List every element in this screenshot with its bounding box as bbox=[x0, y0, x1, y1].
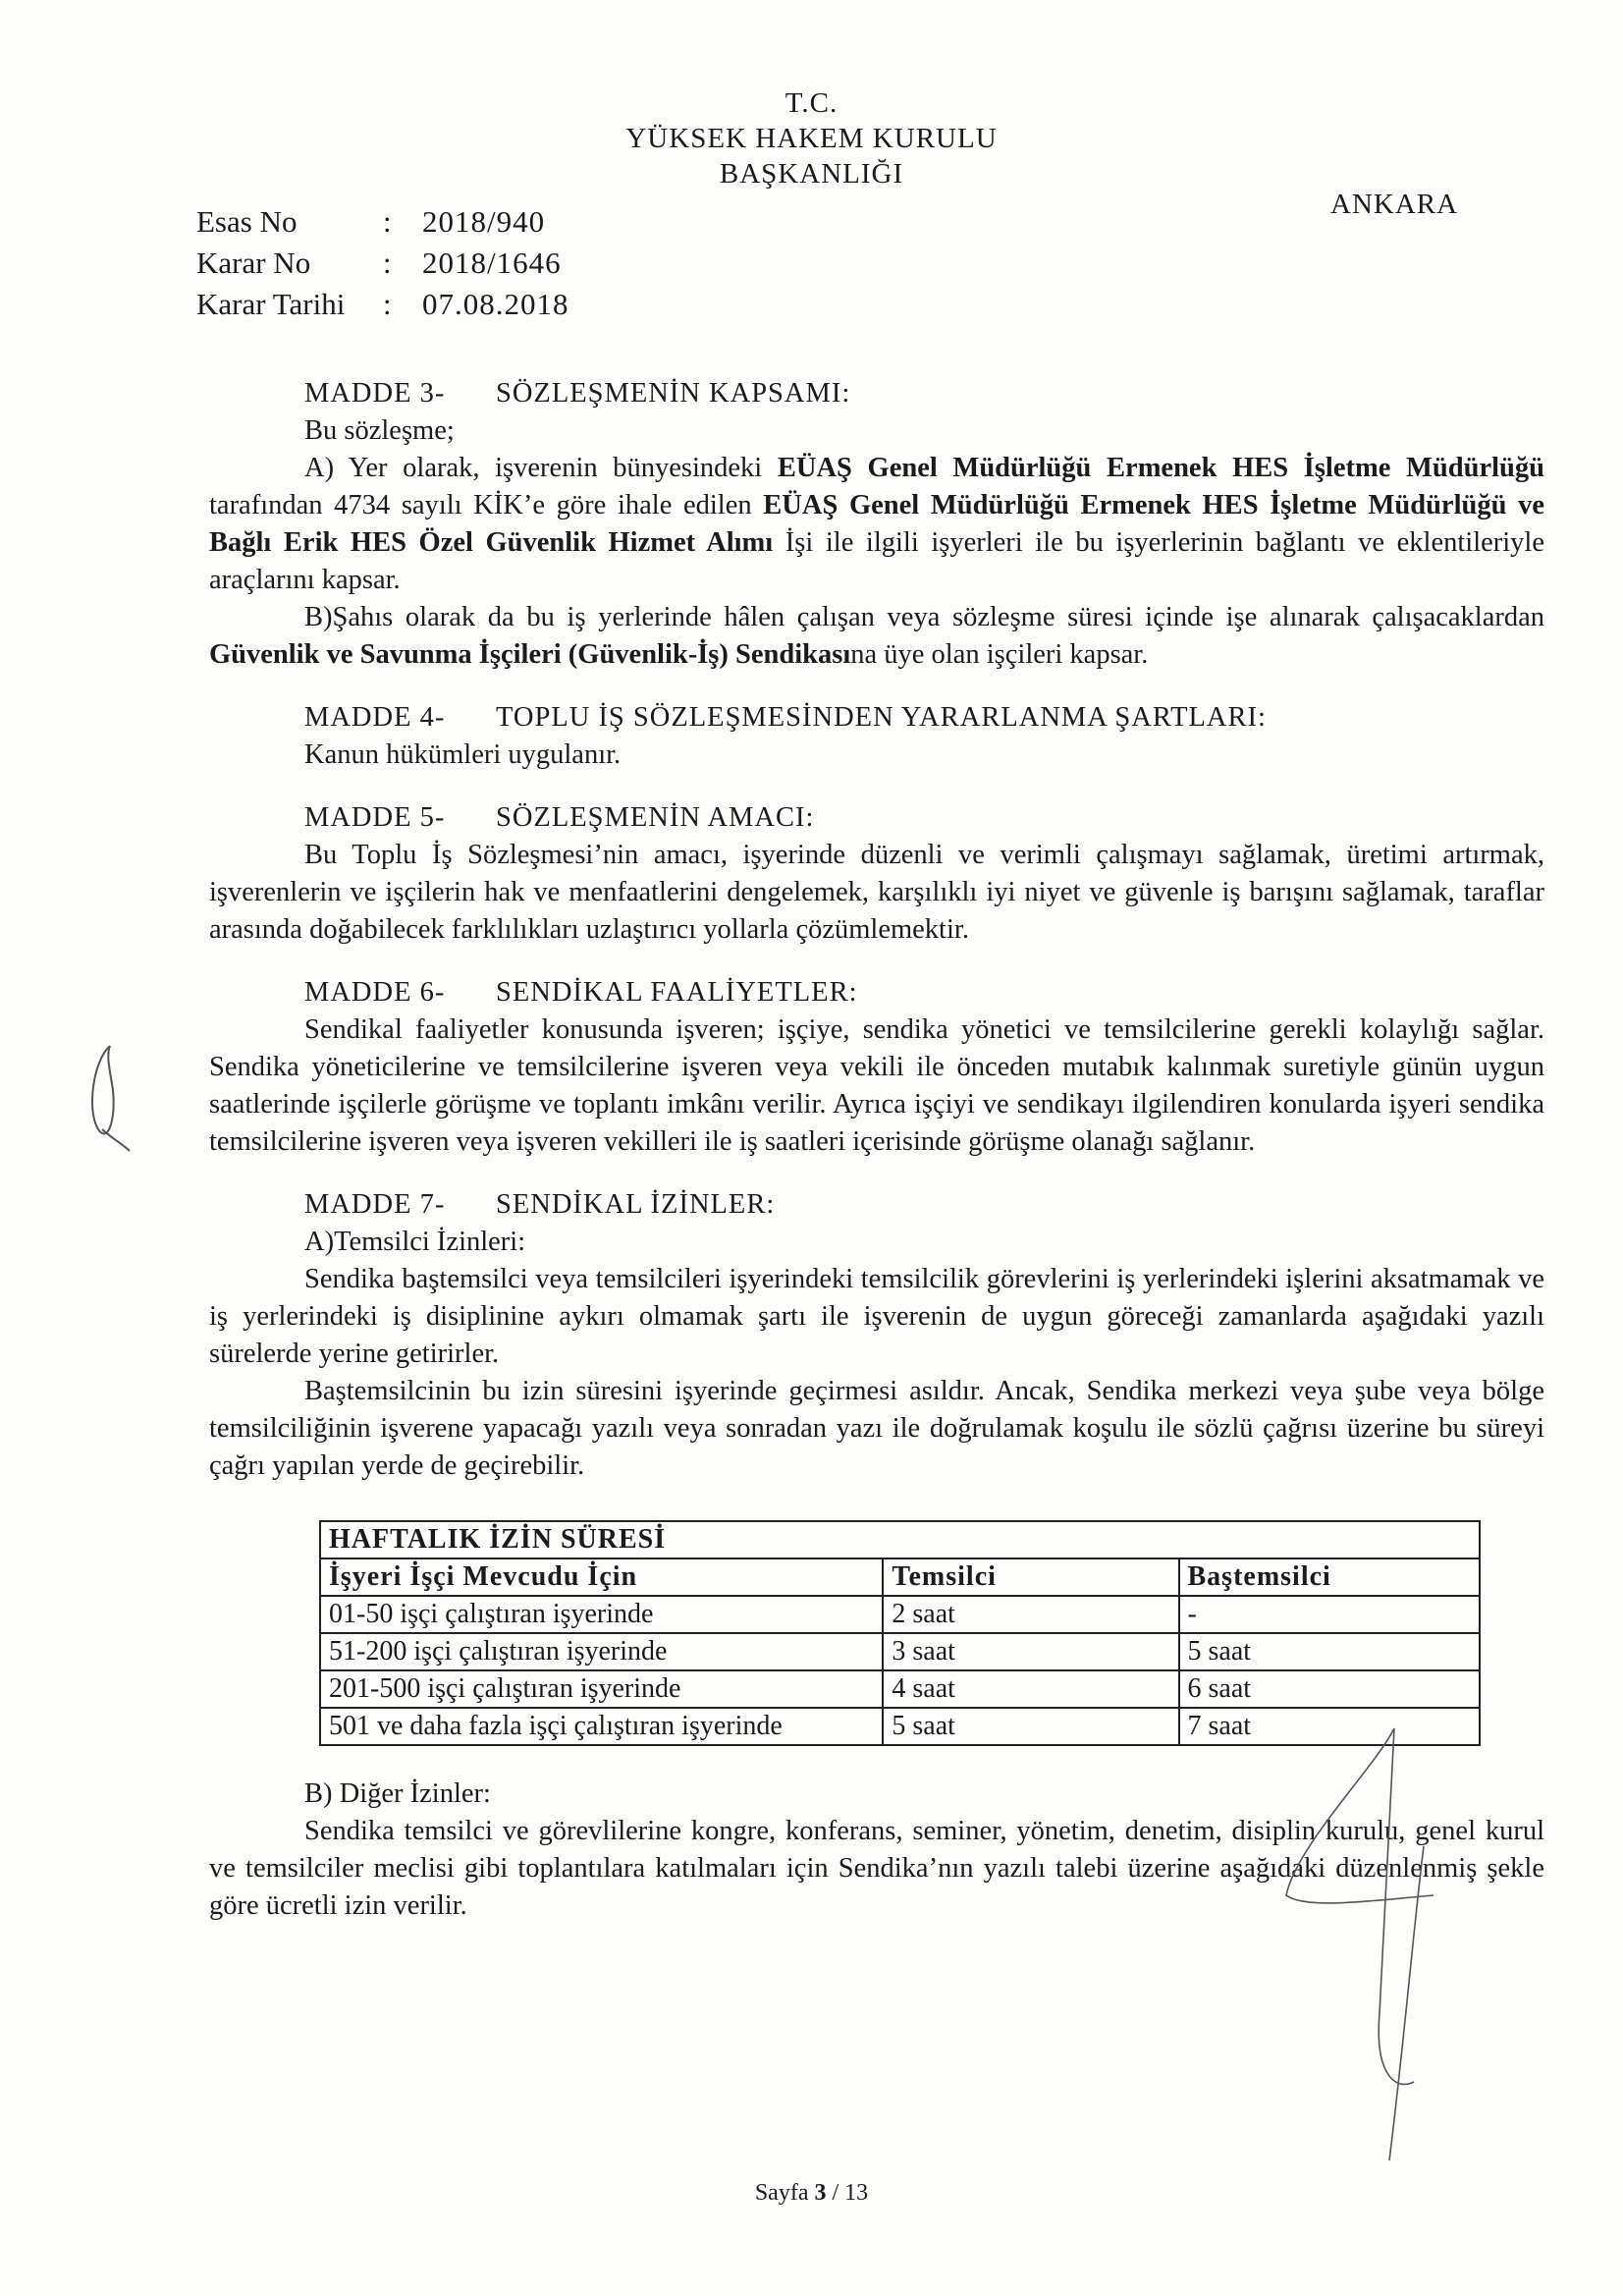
meta-label: Karar No bbox=[196, 246, 311, 280]
madde-7-b-p1: Sendika temsilci ve görevlilerine kongre, konferans, seminer, yönetim, denetim, disiplin kurulu, genel kurul ve temsilciler meclisi gibi toplantılara katılmaları için Sendika’nın yazılı talebi üzerine aşağıdaki düzenlenmiş şekle göre ücretli izin verilir. bbox=[209, 1816, 1544, 1921]
table-cell: 51-200 işçi çalıştıran işyerinde bbox=[320, 1633, 883, 1670]
table-header-cell: Baştemsilci bbox=[1179, 1558, 1481, 1596]
madde-number: MADDE 5- bbox=[304, 802, 446, 833]
madde-4-text: Kanun hükümleri uygulanır. bbox=[304, 739, 622, 770]
madde-7-a-p2: Baştemsilcinin bu izin süresini işyerinde geçirmesi asıldır. Ancak, Sendika merkezi veya şube veya bölge temsilciliğinin işverene yapacağı yazılı veya sonradan yazı ile doğrulamak koşulu ile sözlü çağrısı üzerine bu süreyi çağrı yapılan yerde de geçirebilir. bbox=[209, 1376, 1544, 1481]
meta-label: Karar Tarihi bbox=[196, 287, 346, 321]
meta-sep: : bbox=[383, 287, 392, 321]
text-run: A) Yer olarak, işverenin bünyesindeki bbox=[304, 453, 778, 483]
table-cell: 501 ve daha fazla işçi çalıştıran işyerinde bbox=[320, 1708, 883, 1745]
meta-value: 07.08.2018 bbox=[422, 287, 569, 321]
madde-7-a-title: A)Temsilci İzinleri: bbox=[304, 1227, 526, 1257]
table-cell: 6 saat bbox=[1179, 1670, 1481, 1708]
table-cell: 201-500 işçi çalıştıran işyerinde bbox=[320, 1670, 883, 1708]
meta-label: Esas No bbox=[196, 204, 298, 239]
text-run: B)Şahıs olarak da bu iş yerlerinde hâlen çalışan veya sözleşme süresi içinde işe alınarak çalışacaklardan bbox=[304, 602, 1544, 632]
text-run: tarafından 4734 sayılı KİK’e göre ihale edilen bbox=[209, 490, 764, 520]
meta-value: 2018/940 bbox=[422, 204, 546, 239]
madde-number: MADDE 7- bbox=[304, 1189, 446, 1220]
table-cell: - bbox=[1179, 1596, 1481, 1633]
madde-title: SENDİKAL FAALİYETLER: bbox=[496, 977, 858, 1008]
bold-run: EÜAŞ Genel Müdürlüğü Ermenek HES İşletme Müdürlüğü ve Bağlı Erik HES Özel Güvenlik Hizmet Alımı bbox=[209, 490, 1544, 558]
madde-3-intro: Bu sözleşme; bbox=[304, 415, 455, 446]
madde-title: SÖZLEŞMENİN AMACI: bbox=[496, 802, 815, 833]
madde-title: SÖZLEŞMENİN KAPSAMI: bbox=[496, 378, 851, 409]
madde-title: TOPLU İŞ SÖZLEŞMESİNDEN YARARLANMA ŞARTLARI: bbox=[496, 702, 1267, 733]
bold-run: Güvenlik ve Savunma İşçileri (Güvenlik-İş) Sendikası bbox=[209, 639, 851, 670]
page-total: 13 bbox=[844, 2180, 869, 2206]
header-city: ANKARA bbox=[1330, 189, 1459, 220]
table-cell: 7 saat bbox=[1179, 1708, 1481, 1745]
bold-run: EÜAŞ Genel Müdürlüğü Ermenek HES İşletme Müdürlüğü bbox=[777, 453, 1544, 483]
table-cell: 5 saat bbox=[1179, 1633, 1481, 1670]
madde-number: MADDE 3- bbox=[304, 378, 446, 409]
madde-6-text: Sendikal faaliyetler konusunda işveren; işçiye, sendika yönetici ve temsilcilerine gerekli kolaylığı sağlar. Sendika yöneticilerine ve temsilcilerine işveren veya vekili ile önceden mutabık kalınmak suretiyle günün uygun saatlerinde işçilerle görüşme ve toplantı imkânı verilir. Ayrıca işçiyi ve sendikayı ilgilendiren konularda işyeri sendika temsilcilerine işveren veya işveren vekilleri ile iş saatleri içerisinde görüşme olanağı sağlanır. bbox=[209, 1014, 1544, 1157]
table-cell: 5 saat bbox=[883, 1708, 1178, 1745]
table-cell: 3 saat bbox=[883, 1633, 1178, 1670]
page-current: 3 bbox=[814, 2180, 827, 2206]
header-department: BAŞKANLIĞI bbox=[719, 158, 904, 190]
page-sep: / bbox=[826, 2180, 845, 2206]
meta-sep: : bbox=[383, 204, 392, 239]
text-run: na üye olan işçileri kapsar. bbox=[850, 639, 1149, 670]
madde-number: MADDE 4- bbox=[304, 702, 446, 733]
table-cell: 2 saat bbox=[883, 1596, 1178, 1633]
table-title: HAFTALIK İZİN SÜRESİ bbox=[320, 1521, 1480, 1558]
table-cell: 4 saat bbox=[883, 1670, 1178, 1708]
header-institution: YÜKSEK HAKEM KURULU bbox=[625, 123, 998, 154]
margin-initial-mark bbox=[92, 1046, 130, 1151]
meta-value: 2018/1646 bbox=[422, 246, 562, 280]
page-prefix: Sayfa bbox=[754, 2180, 815, 2206]
madde-7-a-p1: Sendika baştemsilci veya temsilcileri işyerindeki temsilcilik görevlerini iş yerlerindeki işlerini aksatmamak ve iş yerlerindeki iş disiplinine aykırı olmamak şartı ile işverenin de uygun göreceği zamanlarda aşağıdaki yazılı sürelerde yerine getirirler. bbox=[209, 1264, 1544, 1369]
table-cell: 01-50 işçi çalıştıran işyerinde bbox=[320, 1596, 883, 1633]
text-run: İşi ile ilgili işyerleri ile bu işyerlerinin bağlantı ve eklentileriyle araçlarını kapsar. bbox=[209, 527, 1544, 595]
meta-sep: : bbox=[383, 246, 392, 280]
madde-7-b-title: B) Diğer İzinler: bbox=[304, 1778, 491, 1809]
madde-number: MADDE 6- bbox=[304, 977, 446, 1008]
page-signature-mark bbox=[1286, 1728, 1434, 2160]
table-header-cell: İşyeri İşçi Mevcudu İçin bbox=[320, 1558, 883, 1596]
table-header-cell: Temsilci bbox=[883, 1558, 1178, 1596]
madde-5-text: Bu Toplu İş Sözleşmesi’nin amacı, işyerinde düzenli ve verimli çalışmayı sağlamak, üretimi artırmak, işverenlerin ve işçilerin hak ve menfaatlerini dengelemek, karşılıklı iyi niyet ve güvenle iş barışını sağlamak, taraflar arasında doğabilecek farklılıkları uzlaştırıcı yollarla çözümlemektir. bbox=[209, 840, 1544, 945]
madde-title: SENDİKAL İZİNLER: bbox=[496, 1189, 776, 1220]
header-tc: T.C. bbox=[784, 87, 839, 119]
